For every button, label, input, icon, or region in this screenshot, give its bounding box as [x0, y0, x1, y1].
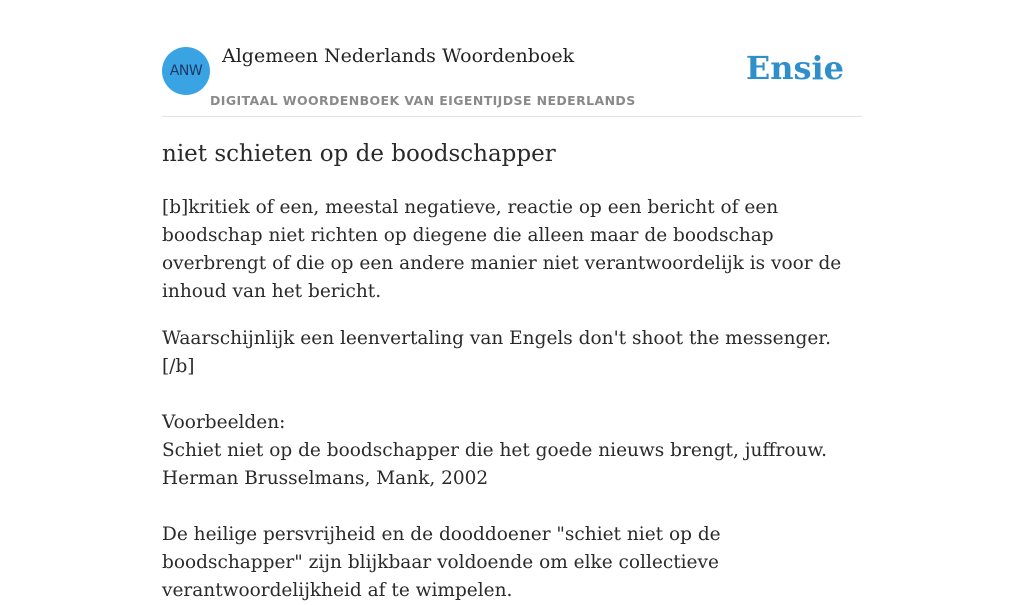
- examples-heading: Voorbeelden:: [162, 412, 286, 433]
- example-item: [162, 437, 862, 493]
- ensie-brand-link[interactable]: Ensie: [745, 49, 844, 87]
- entry-headword: niet schieten op de boodschapper: [162, 141, 556, 167]
- site-subtitle: DIGITAAL WOORDENBOEK VAN EIGENTIJDSE NEDERLANDS: [210, 93, 636, 108]
- example-quote: De heilige persvrijheid en de dooddoener "schiet niet op de boodschapper" zijn blijkbaar voldoende om elke collectieve verantwoordelijkheid af te wimpelen.: [162, 524, 721, 601]
- example-quote: Schiet niet op de boodschapper die het goede nieuws brengt, juffrouw.: [162, 440, 827, 461]
- anw-logo[interactable]: [162, 47, 210, 95]
- example-item: [162, 521, 862, 605]
- entry-content: [162, 138, 862, 605]
- example-source: Herman Brusselmans, Mank, 2002: [162, 468, 489, 489]
- logo-text: ANW: [169, 63, 203, 79]
- site-title[interactable]: Algemeen Nederlands Woordenboek: [222, 45, 575, 67]
- entry-definition: [b]kritiek of een, meestal negatieve, reactie op een bericht of een boodschap niet richten op diegene die alleen maar de boodschap overbrengt of die op een andere manier niet verantwoordelijk is voor de inhoud van het bericht.: [162, 197, 842, 302]
- site-header: [162, 0, 862, 117]
- entry-etymology: Waarschijnlijk een leenvertaling van Engels don't shoot the messenger.[/b]: [162, 328, 831, 377]
